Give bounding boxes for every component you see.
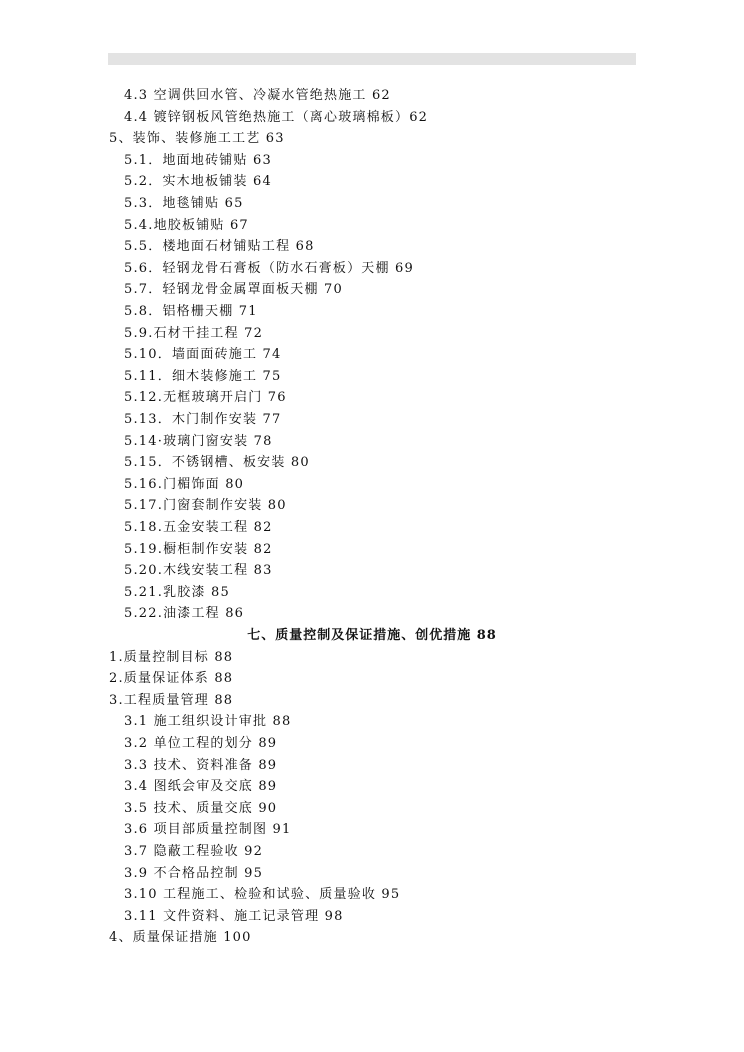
toc-subsection: 3.9 不合格品控制 95 [124,865,264,881]
toc-subsection: 5.13．木门制作安装 77 [124,412,282,427]
toc-subsection: 5.12.无框玻璃开启门 76 [124,390,287,406]
toc-subsection: 3.11 文件资料、施工记录管理 98 [124,908,344,924]
toc-subsection: 5.5．楼地面石材铺贴工程 68 [124,239,315,255]
toc-subsection: 3.5 技术、质量交底 90 [124,800,278,816]
toc-subsection: 5.20.木线安装工程 83 [124,563,273,579]
toc-subsection: 5.7．轻钢龙骨金属罩面板天棚 70 [124,282,343,298]
toc-subsection: 5.15．不锈钢槽、板安装 80 [124,455,310,471]
toc-subsection: 5.6．轻钢龙骨石膏板（防水石膏板）天棚 69 [124,260,414,276]
toc-subsection: 5.18.五金安装工程 82 [124,520,273,535]
chapter-heading: 七、质量控制及保证措施、创优措施 88 [247,628,497,643]
toc-subsection: 5.21.乳胶漆 85 [124,584,230,600]
toc-subsection: 5.17.门窗套制作安装 80 [124,498,287,514]
toc-subsection: 3.7 隐蔽工程验收 92 [124,844,264,859]
toc-subsection: 5.22.油漆工程 86 [124,606,245,622]
toc-subsection: 5.3．地毯铺贴 65 [124,196,244,211]
toc-section: 3.工程质量管理 88 [109,692,234,708]
toc-subsection: 3.4 图纸会审及交底 89 [124,779,278,795]
toc-subsection: 4.3 空调供回水管、冷凝水管绝热施工 62 [124,88,391,103]
toc-subsection: 5.10．墙面面砖施工 74 [124,347,282,363]
toc-subsection: 5.1．地面地砖铺贴 63 [124,152,272,168]
toc-subsection: 3.10 工程施工、检验和试验、质量验收 95 [124,887,401,903]
header-bar [108,53,636,65]
toc-subsection: 5.14·玻璃门窗安装 78 [124,433,273,449]
toc-subsection: 4.4 镀锌钢板风管绝热施工（离心玻璃棉板）62 [124,109,429,125]
toc-subsection: 3.6 项目部质量控制图 91 [124,822,292,838]
toc-subsection: 5.9.石材干挂工程 72 [124,325,264,341]
toc-subsection: 5.2．实木地板铺装 64 [124,174,272,190]
toc-subsection: 5.19.橱柜制作安装 82 [124,541,273,557]
toc-subsection: 3.1 施工组织设计审批 88 [124,714,292,730]
toc-subsection: 5.8．铝格栅天棚 71 [124,304,258,319]
toc-subsection: 3.3 技术、资料准备 89 [124,757,278,773]
toc-subsection: 5.16.门楣饰面 80 [124,476,245,492]
toc-subsection: 5.11．细木装修施工 75 [124,368,282,384]
toc-section: 2.质量保证体系 88 [109,671,234,687]
toc-subsection: 5.4.地胶板铺贴 67 [124,217,249,233]
toc-subsection: 3.2 单位工程的划分 89 [124,736,278,751]
toc-section: 4、质量保证措施 100 [109,930,252,946]
toc-section: 1.质量控制目标 88 [109,649,234,665]
toc-section: 5、装饰、装修施工工艺 63 [109,131,285,147]
